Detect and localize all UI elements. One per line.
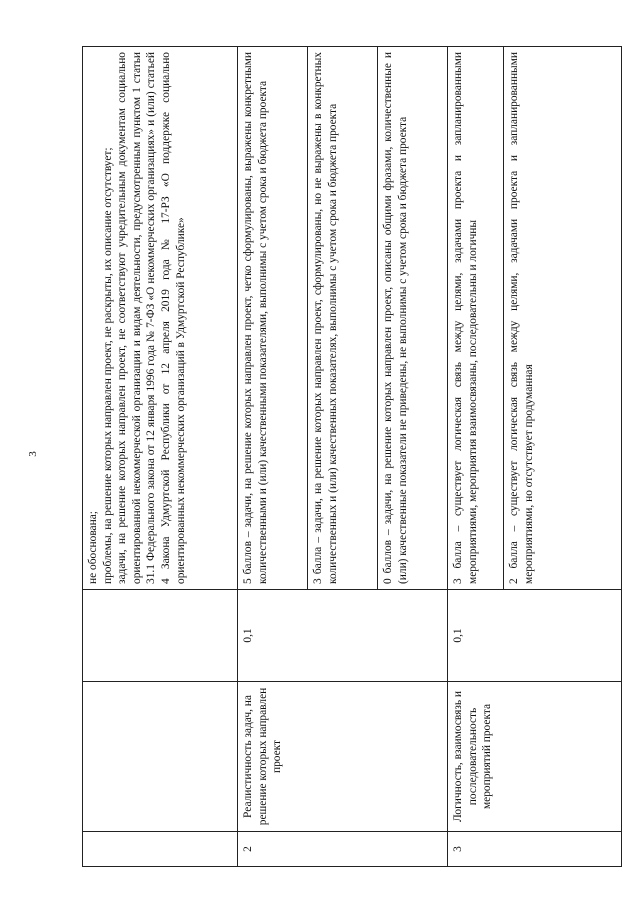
criteria-table: [82, 46, 622, 867]
criterion-name: Реалистичность задач, на решение которых направлен проект: [238, 682, 448, 832]
criterion-description: 2 балла – существует логическая связь между целями, задачами проекта и запланированными мероприятиями, но отсутствует продуманная: [504, 47, 622, 590]
description-line: не обоснована;: [87, 511, 99, 584]
table-row: [238, 47, 308, 867]
description-line: задачи, на решение которых направлен проект, не соответствуют учредительным документам социально ориентированной некоммерческой организации и видам деятельности, предусмотренным пунктом 1 статьи 31.1 Федерального закона от 12 января 1996 года № 7-ФЗ «О некоммерческих организациях» и (или) статьей 4 Закона Удмуртской Республики от 12 апреля 2019 года № 17-РЗ «О поддержке социально ориентированных некоммерческих организаций в Удмуртской Республике»: [116, 52, 187, 584]
table-row: [83, 47, 238, 867]
criterion-description: [83, 47, 238, 590]
criterion-description: 5 баллов – задачи, на решение которых направлен проект, четко сформулированы, выражены конкретными количественными и (или) качественными показателями, выполнимы с учетом срока и бюджета проекта: [238, 47, 308, 590]
row-number: [83, 832, 238, 867]
criterion-description: 3 балла – существует логическая связь между целями, задачами проекта и запланированными мероприятиями, мероприятия взаимосвязаны, последовательны и логичны: [448, 47, 504, 590]
row-number: 3: [448, 832, 622, 867]
criterion-description: 0 баллов – задачи, на решение которых направлен проект, описаны общими фразами, количественные и (или) качественные показатели не приведены, не выполнимы с учетом срока и бюджета проекта: [378, 47, 448, 590]
page-number: 3: [27, 451, 39, 457]
criterion-description: 3 балла – задачи, на решение которых направлен проект, сформулированы, но не выражены в конкретных количественных и (или) качественных показателях, выполнимы с учетом срока и бюджета проекта: [308, 47, 378, 590]
criterion-weight: 0,1: [238, 590, 448, 682]
criterion-name: [83, 682, 238, 832]
row-number: 2: [238, 832, 448, 867]
criterion-name: Логичность, взаимосвязь и последовательность мероприятий проекта: [448, 682, 622, 832]
criterion-weight: 0,1: [448, 590, 622, 682]
table-row: [448, 47, 504, 867]
rotated-page: [82, 47, 621, 867]
criterion-weight: [83, 590, 238, 682]
description-line: проблемы, на решение которых направлен проект, не раскрыты, их описание отсутствует;: [101, 147, 114, 584]
